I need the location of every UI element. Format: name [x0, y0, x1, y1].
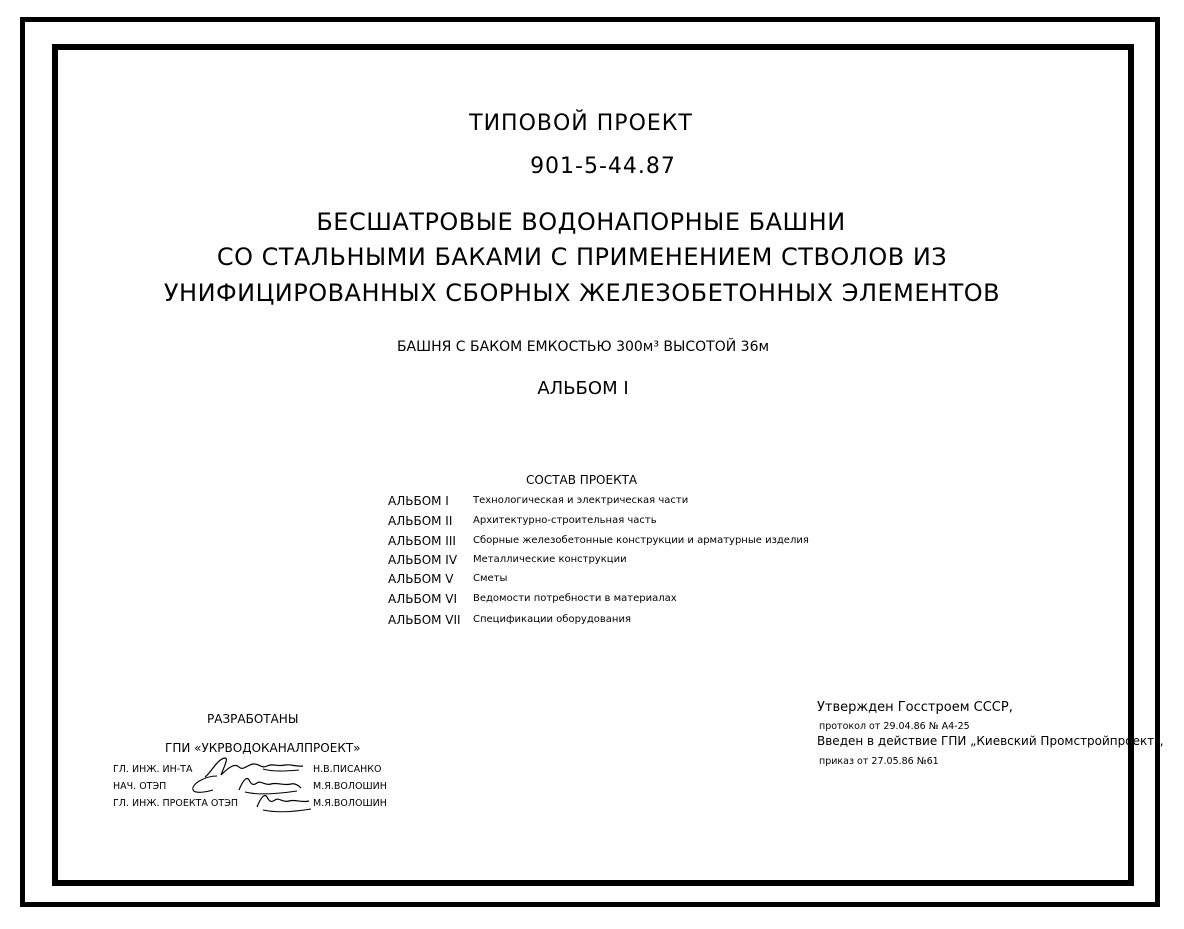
signatory-role: НАЧ. ОТЭП: [113, 781, 167, 792]
organization-name: ГПИ «УКРВОДОКАНАЛПРОЕКТ»: [165, 741, 361, 755]
album-description: Сметы: [473, 573, 508, 584]
document-type: ТИПОВОЙ ПРОЕКТ: [469, 111, 693, 136]
approval-protocol: протокол от 29.04.86 № А4-25: [819, 721, 970, 732]
album-description: Ведомости потребности в материалах: [473, 593, 677, 604]
title-line-2: СО СТАЛЬНЫМИ БАКАМИ С ПРИМЕНЕНИЕМ СТВОЛОВ ИЗ: [216, 243, 948, 271]
album-number: АЛЬБОМ II: [388, 514, 453, 528]
album-description: Сборные железобетонные конструкции и арматурные изделия: [473, 535, 809, 546]
composition-heading: СОСТАВ ПРОЕКТА: [526, 473, 638, 487]
title-line-1: БЕСШАТРОВЫЕ ВОДОНАПОРНЫЕ БАШНИ: [316, 208, 846, 236]
signatory-name: М.Я.ВОЛОШИН: [313, 798, 387, 809]
album-number: АЛЬБОМ V: [388, 572, 454, 586]
album-description: Металлические конструкции: [473, 554, 627, 565]
enactment-line: Введен в действие ГПИ „Киевский Промстройпроект",: [817, 734, 1164, 748]
signatory-role: ГЛ. ИНЖ. ПРОЕКТА ОТЭП: [113, 798, 238, 809]
album-number: АЛЬБОМ I: [388, 494, 449, 508]
signatory-name: Н.В.ПИСАНКО: [313, 764, 382, 775]
developed-label: РАЗРАБОТАНЫ: [207, 712, 299, 726]
album-description: Архитектурно-строительная часть: [473, 515, 657, 526]
album-number: АЛЬБОМ VII: [388, 613, 461, 627]
subtitle: БАШНЯ С БАКОМ ЕМКОСТЬЮ 300м³ ВЫСОТОЙ 36м: [396, 339, 770, 355]
signatory-role: ГЛ. ИНЖ. ИН-ТА: [113, 764, 193, 775]
signatory-name: М.Я.ВОЛОШИН: [313, 781, 387, 792]
signatory-row: [113, 795, 393, 811]
album-number: АЛЬБОМ III: [388, 534, 456, 548]
album-label: АЛЬБОМ I: [537, 378, 629, 399]
enactment-order: приказ от 27.05.86 №61: [819, 756, 939, 767]
signature-mark: [253, 789, 315, 815]
album-number: АЛЬБОМ VI: [388, 592, 458, 606]
album-description: Спецификации оборудования: [473, 614, 631, 625]
approval-line: Утвержден Госстроем СССР,: [817, 700, 1013, 715]
project-code: 901-5-44.87: [530, 154, 676, 179]
title-line-3: УНИФИЦИРОВАННЫХ СБОРНЫХ ЖЕЛЕЗОБЕТОННЫХ ЭЛЕМЕНТОВ: [163, 279, 1001, 307]
album-number: АЛЬБОМ IV: [388, 553, 458, 567]
album-description: Технологическая и электрическая части: [473, 495, 689, 506]
